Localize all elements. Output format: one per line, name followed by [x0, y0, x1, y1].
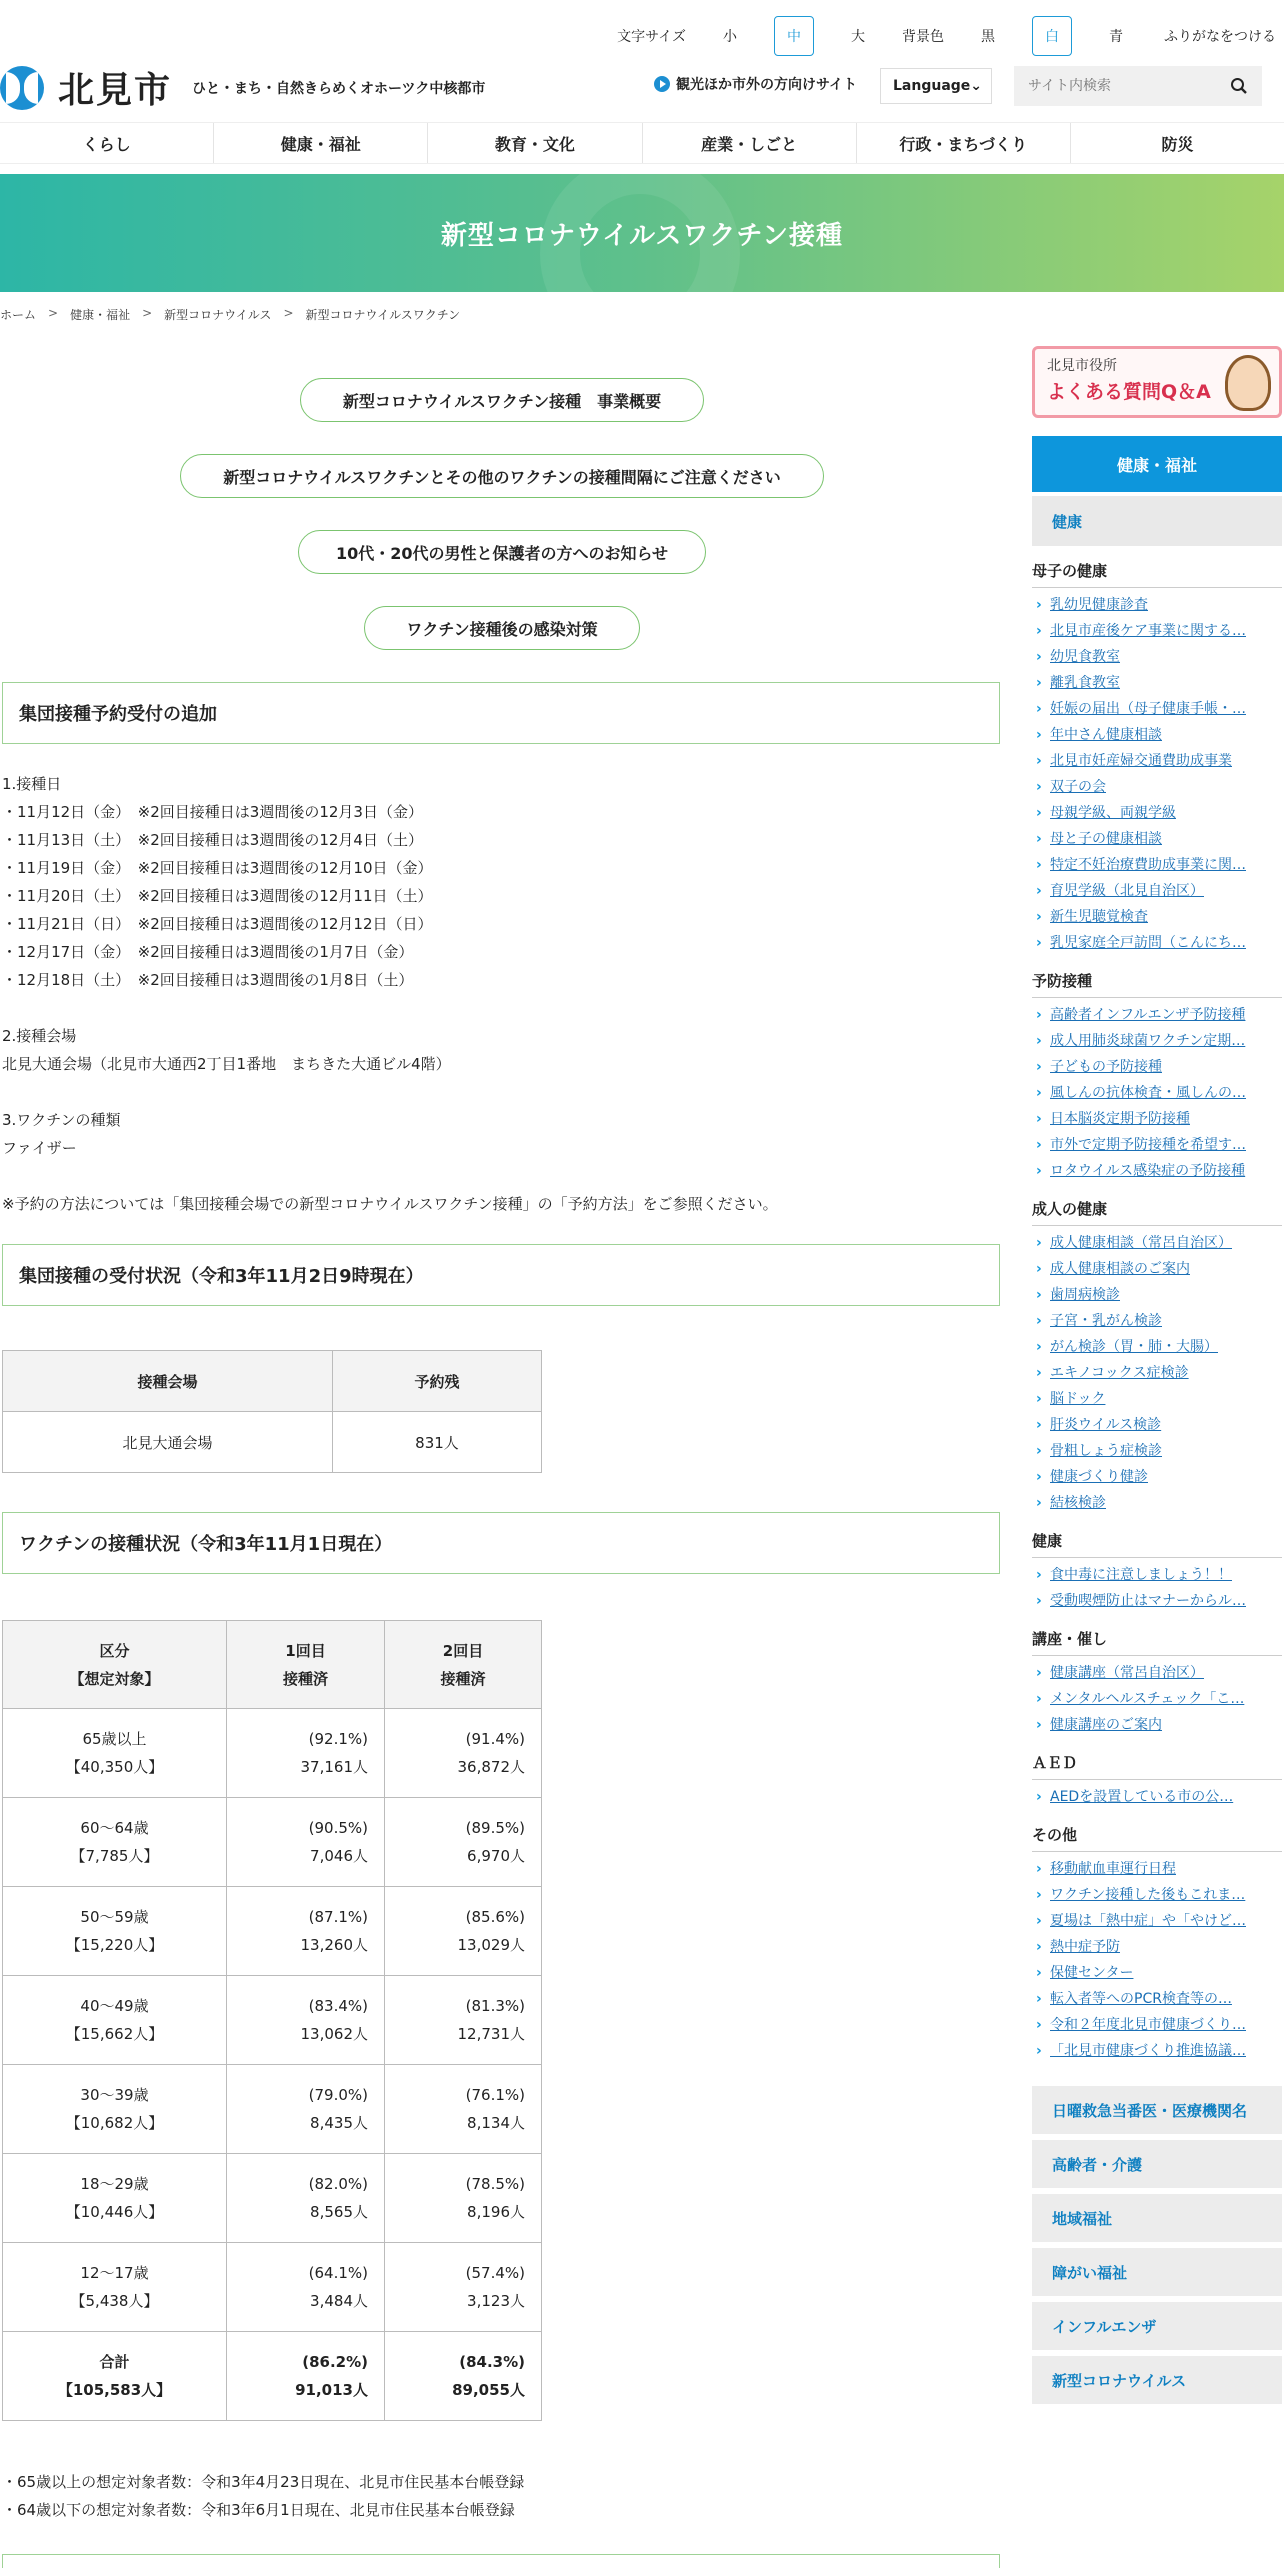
sidebar-link[interactable]: › 双子の会: [1032, 774, 1282, 800]
table-cell: (76.1%) 8,134人: [385, 2065, 542, 2154]
nav-kurashi[interactable]: くらし: [0, 123, 214, 163]
table-cell: (89.5%) 6,970人: [385, 1798, 542, 1887]
utility-bar: [617, 16, 1276, 56]
global-nav: [0, 122, 1284, 164]
sidebar-link[interactable]: › 成人用肺炎球菌ワクチン定期…: [1032, 1028, 1282, 1054]
sidebar-link[interactable]: › 乳幼児健康診査: [1032, 592, 1282, 618]
nav-industry-work[interactable]: 産業・しごと: [643, 123, 857, 163]
table-header: 接種会場: [3, 1351, 333, 1412]
table-cell: 12～17歳 【5,438人】: [3, 2243, 227, 2332]
sidebar-link[interactable]: › 母親学級、両親学級: [1032, 800, 1282, 826]
font-size-label: 文字サイズ: [617, 29, 686, 45]
sidebar-category-link[interactable]: 日曜救急当番医・医療機関名: [1032, 2086, 1282, 2134]
sidebar-group: [1032, 560, 1282, 956]
sidebar-link[interactable]: › 熱中症予防: [1032, 1934, 1282, 1960]
table-row: [3, 1709, 542, 1798]
font-size-large[interactable]: 大: [851, 29, 865, 45]
table-cell: (90.5%) 7,046人: [227, 1798, 385, 1887]
search-icon[interactable]: [1230, 77, 1248, 95]
sidebar-link[interactable]: › 結核検診: [1032, 1490, 1282, 1516]
breadcrumb-health[interactable]: 健康・福祉: [70, 308, 131, 322]
note-line: ・65歳以上の想定対象者数：令和3年4月23日現在、北見市住民基本台帳登録: [2, 2473, 525, 2491]
text-line: ・11月12日（金） ※2回目接種日は3週間後の12月3日（金）: [2, 803, 423, 821]
sidebar-group: [1032, 1628, 1282, 1738]
sidebar-link[interactable]: › 食中毒に注意しましょう！！: [1032, 1562, 1282, 1588]
sidebar-link[interactable]: › 転入者等へのPCR検査等の…: [1032, 1986, 1282, 2012]
sidebar-groups: [1032, 560, 1282, 2064]
sidebar-group-title: その他: [1032, 1824, 1282, 1852]
sidebar-link[interactable]: › 離乳食教室: [1032, 670, 1282, 696]
table-cell: 北見大通会場: [3, 1412, 333, 1473]
sidebar-link[interactable]: › がん検診（胃・肺・大腸）: [1032, 1334, 1282, 1360]
table-cell: (64.1%) 3,484人: [227, 2243, 385, 2332]
table-cell: (78.5%) 8,196人: [385, 2154, 542, 2243]
nav-disaster[interactable]: 防災: [1161, 134, 1194, 154]
staff-illustration-icon: [1225, 355, 1271, 411]
table-header: 区分 【想定対象】: [3, 1621, 227, 1709]
sidebar-subcategory[interactable]: 健康: [1032, 496, 1282, 546]
sidebar-link[interactable]: › 北見市妊産婦交通費助成事業: [1032, 748, 1282, 774]
sidebar-group-title: 予防接種: [1032, 970, 1282, 998]
table-header: 1回目 接種済: [227, 1621, 385, 1709]
note-line: ・64歳以下の想定対象者数：令和3年6月1日現在、北見市住民基本台帳登録: [2, 2501, 515, 2519]
table-cell: (84.3%) 89,055人: [385, 2332, 542, 2421]
table-cell: (92.1%) 37,161人: [227, 1709, 385, 1798]
sidebar-group: [1032, 1530, 1282, 1614]
table-cell: (91.4%) 36,872人: [385, 1709, 542, 1798]
sidebar-link[interactable]: › 育児学級（北見自治区）: [1032, 878, 1282, 904]
sidebar-link[interactable]: › 令和２年度北見市健康づくり…: [1032, 2012, 1282, 2038]
table-cell: 831人: [333, 1412, 542, 1473]
sidebar-link[interactable]: › 北見市産後ケア事業に関する…: [1032, 618, 1282, 644]
table-cell: (79.0%) 8,435人: [227, 2065, 385, 2154]
sidebar-link[interactable]: › ワクチン接種した後もこれま…: [1032, 1882, 1282, 1908]
sidebar-link[interactable]: › 高齢者インフルエンザ予防接種: [1032, 1002, 1282, 1028]
table-row: [3, 2243, 542, 2332]
logo-name: 北見市: [58, 69, 173, 111]
table-cell: (82.0%) 8,565人: [227, 2154, 385, 2243]
faq-line1: 北見市役所: [1047, 358, 1117, 374]
site-logo[interactable]: [0, 62, 485, 113]
vaccination-table: [2, 1620, 542, 2421]
font-size-small[interactable]: 小: [723, 29, 737, 45]
sidebar-group-title: ＡＥＤ: [1032, 1752, 1282, 1780]
table-cell: 合計 【105,583人】: [3, 2332, 227, 2421]
table-cell: 18～29歳 【10,446人】: [3, 2154, 227, 2243]
table-cell: (86.2%) 91,013人: [227, 2332, 385, 2421]
language-select[interactable]: [880, 68, 992, 104]
sidebar-link[interactable]: › 年中さん健康相談: [1032, 722, 1282, 748]
table-total-row: [3, 2332, 542, 2421]
section-heading-reservation: 集団接種予約受付の追加: [2, 682, 1000, 744]
faq-banner[interactable]: [1032, 346, 1282, 418]
sidebar-link[interactable]: › 「北見市健康づくり推進協議…: [1032, 2038, 1282, 2064]
sidebar-link[interactable]: › 夏場は「熱中症」や「やけど…: [1032, 1908, 1282, 1934]
text-line: ※予約の方法については「集団接種会場での新型コロナウイルスワクチン接種」の「予約方法」をご参照ください。: [2, 1195, 778, 1213]
table-row: [3, 1887, 542, 1976]
font-size-medium[interactable]: 中: [774, 16, 814, 56]
sidebar-group-title: 母子の健康: [1032, 560, 1282, 588]
table-cell: 40～49歳 【15,662人】: [3, 1976, 227, 2065]
table-cell: 60～64歳 【7,785人】: [3, 1798, 227, 1887]
sidebar-link[interactable]: › 歯周病検診: [1032, 1282, 1282, 1308]
table-header: 2回目 接種済: [385, 1621, 542, 1709]
sidebar-link[interactable]: › 風しんの抗体検査・風しんの…: [1032, 1080, 1282, 1106]
text-line: ファイザー: [2, 1139, 77, 1157]
table-cell: 65歳以上 【40,350人】: [3, 1709, 227, 1798]
search-input[interactable]: [1028, 78, 1208, 94]
nav-administration[interactable]: 行政・まちづくり: [857, 123, 1071, 163]
breadcrumb-current: 新型コロナウイルスワクチン: [305, 308, 461, 322]
text-line: ・12月17日（金） ※2回目接種日は3週間後の1月7日（金）: [2, 943, 414, 961]
breadcrumb-corona[interactable]: 新型コロナウイルス: [164, 308, 272, 322]
sidebar-links: [1032, 2086, 1282, 2404]
table-cell: (87.1%) 13,260人: [227, 1887, 385, 1976]
sidebar-link[interactable]: › 日本脳炎定期予防接種: [1032, 1106, 1282, 1132]
bg-white[interactable]: 白: [1032, 16, 1072, 56]
furigana-button[interactable]: ふりがなをつける: [1164, 29, 1276, 45]
table-cell: 50～59歳 【15,220人】: [3, 1887, 227, 1976]
chevron-down-icon: ⌄: [970, 78, 983, 94]
table-row: [3, 2154, 542, 2243]
nav-education-culture[interactable]: 教育・文化: [428, 123, 642, 163]
sidebar-category[interactable]: 健康・福祉: [1032, 436, 1282, 492]
sidebar-category-link[interactable]: 障がい福祉: [1032, 2248, 1282, 2296]
breadcrumb: ホーム > 健康・福祉 > 新型コロナウイルス > 新型コロナウイルスワクチン: [0, 306, 461, 322]
table-row: [3, 2065, 542, 2154]
faq-line2: よくある質問Q＆A: [1047, 381, 1211, 403]
play-icon: [654, 76, 670, 92]
sidebar-link[interactable]: › 受動喫煙防止はマナーからル…: [1032, 1588, 1282, 1614]
section-heading-vaccination: ワクチンの接種状況（令和3年11月1日現在）: [2, 1512, 1000, 1574]
sidebar-link[interactable]: › 脳ドック: [1032, 1386, 1282, 1412]
text-line: ・11月19日（金） ※2回目接種日は3週間後の12月10日（金）: [2, 859, 433, 877]
sidebar-link[interactable]: › AEDを設置している市の公…: [1032, 1784, 1282, 1810]
sidebar-link[interactable]: › メンタルヘルスチェック「こ…: [1032, 1686, 1282, 1712]
text-line: ・11月21日（日） ※2回目接種日は3週間後の12月12日（日）: [2, 915, 433, 933]
page-banner: [0, 174, 1284, 292]
language-label: Language: [893, 78, 971, 94]
text-line: 北見大通会場（北見市大通西2丁目1番地 まちきた大通ビル4階）: [2, 1055, 451, 1073]
sidebar-link[interactable]: › 成人健康相談（常呂自治区）: [1032, 1230, 1282, 1256]
sidebar-category-link[interactable]: インフルエンザ: [1032, 2302, 1282, 2350]
sidebar-group: [1032, 1824, 1282, 2064]
table-row: [3, 1798, 542, 1887]
sidebar-link[interactable]: › 骨粗しょう症検診: [1032, 1438, 1282, 1464]
kanko-link-label: 観光ほか市外の方向けサイト: [676, 77, 858, 93]
sidebar-link[interactable]: › 母と子の健康相談: [1032, 826, 1282, 852]
sidebar-group: [1032, 1198, 1282, 1516]
sidebar-link[interactable]: › 乳児家庭全戸訪問（こんにち…: [1032, 930, 1282, 956]
sidebar-group-title: 成人の健康: [1032, 1198, 1282, 1226]
sidebar-link[interactable]: › 健康講座のご案内: [1032, 1712, 1282, 1738]
sidebar-link[interactable]: › 成人健康相談のご案内: [1032, 1256, 1282, 1282]
sidebar-group-title: 健康: [1032, 1530, 1282, 1558]
table-header: 予約残: [333, 1351, 542, 1412]
reservation-details: [2, 770, 778, 1218]
sidebar-group-title: 講座・催し: [1032, 1628, 1282, 1656]
sidebar-link[interactable]: › エキノコックス症検診: [1032, 1360, 1282, 1386]
sidebar: [1032, 346, 1282, 2404]
sidebar-link[interactable]: › 新生児聴覚検査: [1032, 904, 1282, 930]
sidebar-link[interactable]: › 保健センター: [1032, 1960, 1282, 1986]
text-line: 3.ワクチンの種類: [2, 1111, 121, 1129]
tagline: ひと・まち・自然きらめくオホーツク中核都市: [192, 80, 486, 97]
table-cell: (81.3%) 12,731人: [385, 1976, 542, 2065]
next-section-heading: [2, 2554, 1000, 2568]
page-title: 新型コロナウイルスワクチン接種: [440, 220, 844, 251]
sidebar-link[interactable]: › 妊娠の届出（母子健康手帳・…: [1032, 696, 1282, 722]
sidebar-link[interactable]: › 移動献血車運行日程: [1032, 1856, 1282, 1882]
sidebar-link[interactable]: › 健康づくり健診: [1032, 1464, 1282, 1490]
pill-link-overview[interactable]: 新型コロナウイルスワクチン接種 事業概要: [300, 378, 704, 422]
venue-table: [2, 1350, 542, 1473]
breadcrumb-home[interactable]: ホーム: [0, 308, 37, 322]
bg-color-label: 背景色: [902, 29, 944, 45]
sidebar-link[interactable]: › 幼児食教室: [1032, 644, 1282, 670]
text-line: ・11月20日（土） ※2回目接種日は3週間後の12月11日（土）: [2, 887, 433, 905]
nav-health-welfare[interactable]: 健康・福祉: [214, 123, 428, 163]
text-line: 2.接種会場: [2, 1027, 77, 1045]
sidebar-link[interactable]: › ロタウイルス感染症の予防接種: [1032, 1158, 1282, 1184]
sidebar-link[interactable]: › 市外で定期予防接種を希望す…: [1032, 1132, 1282, 1158]
section-heading-status: 集団接種の受付状況（令和3年11月2日9時現在）: [2, 1244, 1000, 1306]
text-line: 1.接種日: [2, 775, 62, 793]
sidebar-category-link[interactable]: 新型コロナウイルス: [1032, 2356, 1282, 2404]
table-cell: (57.4%) 3,123人: [385, 2243, 542, 2332]
sidebar-link[interactable]: › 子どもの予防接種: [1032, 1054, 1282, 1080]
table-notes: [2, 2468, 524, 2524]
table-cell: (83.4%) 13,062人: [227, 1976, 385, 2065]
sidebar-category-link[interactable]: 高齢者・介護: [1032, 2140, 1282, 2188]
sidebar-link[interactable]: › 健康講座（常呂自治区）: [1032, 1660, 1282, 1686]
pill-link-young-men[interactable]: 10代・20代の男性と保護者の方へのお知らせ: [298, 530, 706, 574]
kanko-link[interactable]: [654, 74, 857, 94]
table-cell: 30～39歳 【10,682人】: [3, 2065, 227, 2154]
sidebar-link[interactable]: › 特定不妊治療費助成事業に関…: [1032, 852, 1282, 878]
bg-blue[interactable]: 青: [1109, 29, 1123, 45]
sidebar-category-link[interactable]: 地域福祉: [1032, 2194, 1282, 2242]
sidebar-link[interactable]: › 肝炎ウイルス検診: [1032, 1412, 1282, 1438]
city-emblem-icon: [0, 66, 44, 110]
site-search: [1014, 66, 1262, 106]
text-line: ・11月13日（土） ※2回目接種日は3週間後の12月4日（土）: [2, 831, 423, 849]
table-row: [3, 1976, 542, 2065]
sidebar-group: [1032, 1752, 1282, 1810]
pill-link-infection-control[interactable]: ワクチン接種後の感染対策: [364, 606, 640, 650]
sidebar-link[interactable]: › 子宮・乳がん検診: [1032, 1308, 1282, 1334]
sidebar-group: [1032, 970, 1282, 1184]
pill-link-interval[interactable]: 新型コロナウイルスワクチンとその他のワクチンの接種間隔にご注意ください: [180, 454, 824, 498]
table-cell: (85.6%) 13,029人: [385, 1887, 542, 1976]
text-line: ・12月18日（土） ※2回目接種日は3週間後の1月8日（土）: [2, 971, 414, 989]
bg-black[interactable]: 黒: [981, 29, 995, 45]
